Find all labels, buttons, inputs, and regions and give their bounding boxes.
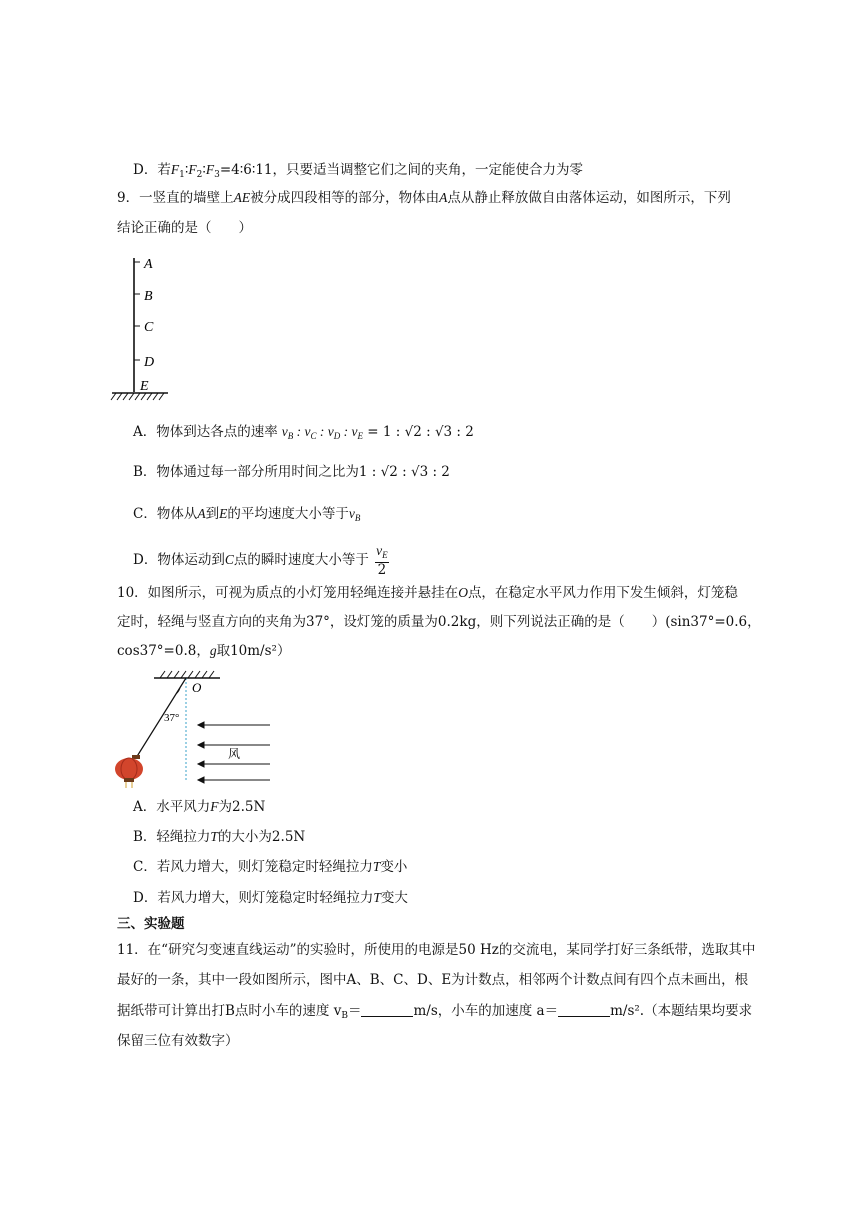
q11-line3a: 据纸带可计算出打B点时小车的速度 v	[117, 1003, 342, 1019]
q9-optd-1: D．物体运动到	[133, 552, 225, 568]
q10-g: g	[209, 643, 217, 658]
q10-opta-2: 为2.5N	[218, 799, 266, 815]
q9-optd-fraction	[375, 544, 389, 577]
q10-option-d	[133, 888, 408, 908]
q9-option-d	[133, 544, 389, 577]
label-c: C	[144, 320, 154, 335]
q9-stem-line2: 结论正确的是（ ）	[117, 220, 252, 236]
q11-line3d: m/s².（本题结果均要求	[610, 1003, 753, 1019]
lantern-diagram	[110, 670, 280, 792]
q8-option-d: D．若$F_1∶F_2∶F_3=4∶6∶11$，只要适当调整它们之间的夹角，一定能使合力为零	[133, 162, 584, 180]
lantern-icon	[115, 755, 143, 788]
q10-stem3b: 取10m/s²）	[216, 643, 291, 659]
q9-optc-3: 的平均速度大小等于	[227, 506, 349, 522]
wall-diagram	[110, 252, 172, 402]
q9-a: A	[439, 190, 448, 205]
q9-stem-line1	[117, 188, 731, 208]
q10-optd-t: T	[373, 890, 381, 905]
q10-stem1b: 点，在稳定水平风力作用下发生倾斜，灯笼稳	[467, 585, 738, 601]
q11-line3c: m/s，小车的加速度 a＝	[413, 1003, 559, 1019]
q9-optd-den: 2	[377, 562, 387, 578]
q11-line3	[117, 1001, 752, 1026]
q10-stem-line3	[117, 641, 290, 661]
q9-ae: AE	[233, 190, 251, 205]
q9-optb-math: 1 : √2 : √3 : 2	[358, 464, 450, 480]
q10-optd-1: D．若风力增大，则灯笼稳定时轻绳拉力	[133, 890, 374, 906]
q8-optd-text: =4∶6∶11，只要适当调整它们之间的夹角，一定能使合力为零	[219, 162, 584, 178]
q10-o: O	[458, 585, 468, 600]
q9-stem2: 被分成四段相等的部分，物体由	[250, 190, 440, 206]
q11-line4: 保留三位有效数字）	[117, 1033, 239, 1049]
q11-line3b: ＝	[347, 1003, 362, 1019]
q10-option-c	[133, 857, 407, 877]
answer-blank-acceleration[interactable]	[558, 1002, 610, 1017]
q9-option-a: A．物体到达各点的速率 $v_B$ : $v_C$ : $v_D$ : $v_E = 1$ : √2 : √3 : 2	[133, 424, 474, 441]
q9-optd-num: v	[376, 543, 383, 558]
q10-optc-t: T	[372, 859, 381, 874]
q10-option-a	[133, 797, 265, 817]
q9-optc-e: E	[219, 506, 228, 521]
answer-blank-velocity[interactable]	[361, 1002, 413, 1017]
q11-line2: 最好的一条，其中一段如图所示，图中A、B、C、D、E为计数点，相邻两个计数点间有四个点未画出，根	[117, 972, 749, 988]
q9-stem3: 点从静止释放做自由落体运动，如图所示，下列	[447, 190, 731, 206]
q9-optc-v: v	[348, 506, 355, 521]
q10-optc-1: C．若风力增大，则灯笼稳定时轻绳拉力	[133, 859, 373, 875]
q11-line1: 11．在“研究匀变速直线运动”的实验时，所使用的电源是50 Hz的交流电，某同学打好三条纸带，选取其中	[117, 942, 756, 958]
fig-o-label: O	[192, 680, 202, 695]
q10-stem-line1	[117, 583, 738, 603]
q9-optd-2: 点的瞬时速度大小等于	[233, 552, 369, 568]
q10-optb-2: 的大小为2.5N	[217, 829, 306, 845]
q9-option-b	[133, 462, 450, 482]
q10-stem3a: cos37°=0.8，	[117, 643, 210, 659]
fig-wind-label: 风	[228, 747, 241, 761]
section-heading: 三、实验题	[117, 916, 185, 932]
q9-opta-text: A．物体到达各点的速率	[133, 424, 278, 440]
q9-optc-2: 到	[205, 506, 220, 522]
q10-optb-t: T	[210, 829, 218, 844]
q10-option-b	[133, 827, 305, 847]
q9-optc-a: A	[197, 506, 206, 521]
fig-angle-label: 37°	[164, 712, 180, 724]
q10-optd-2: 变大	[380, 890, 408, 906]
q10-stem-line2: 定时，轻绳与竖直方向的夹角为37°，设灯笼的质量为0.2kg，则下列说法正确的是（ ）(sin37°=0.6，	[117, 614, 761, 630]
q10-optc-2: 变小	[380, 859, 408, 875]
label-d: D	[144, 355, 155, 370]
q10-opta-f: F	[210, 799, 219, 814]
q9-optc-1: C．物体从	[133, 506, 198, 522]
q9-optc-sub: B	[354, 513, 361, 523]
q8-optd-prefix: D．若	[133, 162, 171, 178]
label-e: E	[140, 379, 149, 394]
q9-option-c	[133, 504, 360, 528]
label-a: A	[144, 257, 153, 272]
q9-optb-text: B．物体通过每一部分所用时间之比为	[133, 464, 359, 480]
q10-stem1a: 10．如图所示，可视为质点的小灯笼用轻绳连接并悬挂在	[117, 585, 459, 601]
q11-line3-sub: B	[341, 1011, 348, 1021]
q9-stem1: 9．一竖直的墙壁上	[117, 190, 234, 206]
q9-optd-numsub: E	[382, 550, 388, 560]
label-b: B	[144, 289, 153, 304]
q10-opta-1: A．水平风力	[133, 799, 211, 815]
q10-optb-1: B．轻绳拉力	[133, 829, 211, 845]
q9-optd-c: C	[224, 552, 234, 567]
